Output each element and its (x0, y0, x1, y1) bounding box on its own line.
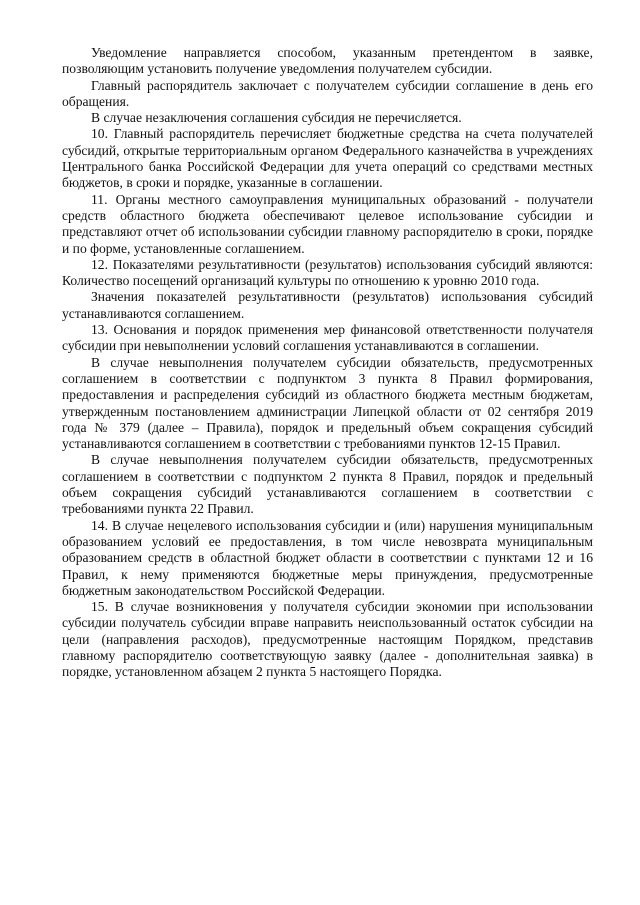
paragraph-item-13: 13. Основания и порядок применения мер финансовой ответственности получателя субсидии при невыполнении условий соглашения устанавливаются в соглашении. (62, 322, 593, 354)
paragraph-indicator-values: Значения показателей результативности (результатов) использования субсидий устанавливаются соглашением. (62, 289, 593, 321)
document-page (62, 45, 593, 681)
paragraph-item-14: 14. В случае нецелевого использования субсидии и (или) нарушения муниципальным образованием условий ее предоставления, в том числе невозврата муниципальным образованием средств в областной бюджет области в соответствии с пунктами 12 и 16 Правил, к нему применяются бюджетные меры принуждения, предусмотренные бюджетным законодательством Российской Федерации. (62, 517, 593, 598)
paragraph-no-agreement: В случае незаключения соглашения субсидия не перечисляется. (91, 110, 462, 126)
paragraph-item-15: 15. В случае возникновения у получателя субсидии экономии при использовании субсидии получатель субсидии вправе направить неиспользованный остаток субсидии на цели (направления расходов), предусмотренные настоящим Порядком, представив главному распорядителю соответствующую заявку (далее - дополнительная заявка) в порядке, установленном абзацем 2 пункта 5 настоящего Порядка. (62, 599, 593, 680)
paragraph-item-10: 10. Главный распорядитель перечисляет бюджетные средства на счета получателей субсидий, открытые территориальным органом Федерального казначейства в учреждениях Центрального банка Российской Федерации для учета операций со средствами местных бюджетов, в сроки и порядке, указанные в соглашении. (62, 126, 593, 191)
paragraph-notification-method: Уведомление направляется способом, указанным претендентом в заявке, позволяющим установить получение уведомления получателем субсидии. (62, 45, 593, 77)
paragraph-nonfulfillment-subitem-3: В случае невыполнения получателем субсидии обязательств, предусмотренных соглашением в соответствии с подпунктом 3 пункта 8 Правил формирования, предоставления и распределения субсидий из областного бюджета местным бюджетам, утвержденным постановлением администрации Липецкой области от 02 сентября 2019 года № 379 (далее – Правила), порядок и предельный объем сокращения субсидий устанавливаются соглашением в соответствии с требованиями пунктов 12-15 Правил. (62, 354, 593, 452)
paragraph-item-12: 12. Показателями результативности (результатов) использования субсидий являются: Количество посещений организаций культуры по отношению к уровню 2010 года. (62, 256, 593, 289)
paragraph-nonfulfillment-subitem-2: В случае невыполнения получателем субсидии обязательств, предусмотренных соглашением в соответствии с подпунктом 2 пункта 8 Правил, порядок и предельный объем сокращения субсидий устанавливаются соглашением в соответствии с требованиями пункта 22 Правил. (62, 452, 593, 517)
paragraph-item-11: 11. Органы местного самоуправления муниципальных образований - получатели средств областного бюджета обеспечивают целевое использование субсидии и представляют отчет об использовании субсидии главному распорядителю в сроки, порядке и по форме, установленные соглашением. (62, 191, 593, 256)
paragraph-agreement-conclusion: Главный распорядитель заключает с получателем субсидии соглашение в день его обращения. (62, 77, 593, 109)
